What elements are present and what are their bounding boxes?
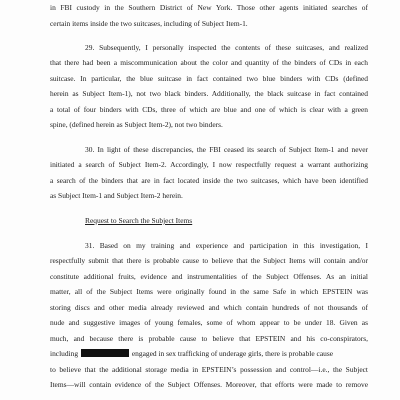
text-line-6: herein as Subject Item-1), not two black binders. Additionally, the black suitcase in fact contained: [50, 89, 368, 98]
section-heading: Request to Search the Subject Items: [85, 216, 193, 225]
text-line-15: respectfully submit that there is probable cause to believe that the Subject Items will contain and/or: [50, 256, 368, 265]
text-line-1: in FBI custody in the Southern District of New York. Those other agents initiated searches of: [50, 3, 368, 12]
text-line-2: certain items inside the two suitcases, including of Subject Item-1.: [50, 19, 248, 28]
text-line-5: suitcase. In particular, the blue suitcase in fact contained two blue binders with CDs (defined: [50, 74, 368, 83]
text-line-10: initiated a search of Subject Item-2. Accordingly, I now respectfully request a warrant authorizing: [50, 160, 368, 169]
text-line-19: nude and suggestive images of young females, some of whom appear to be under 18. Given as: [50, 318, 368, 327]
text-line-11: a search of the binders that are in fact located inside the two suitcases, which have been identified: [50, 176, 368, 185]
text-line-12: as Subject Item-1 and Subject Item-2 herein.: [50, 191, 183, 200]
paragraph-31-start: 31. Based on my training and experience and participation in this investigation, I: [85, 241, 368, 250]
redaction-block: [81, 349, 129, 357]
text-line-23: Items—will contain evidence of the Subject Offenses. Moreover, that efforts were made to remove: [50, 380, 368, 389]
paragraph-30-start: 30. In light of these discrepancies, the FBI ceased its search of Subject Item-1 and never: [85, 145, 368, 154]
line-remainder: engaged in sex trafficking of underage girls, there is probable cause: [131, 349, 334, 358]
text-line-16: constitute additional fruits, evidence and instrumentalities of the Subject Offenses. As an initial: [50, 272, 368, 281]
text-line-22: to believe that the additional storage media in EPSTEIN’s possession and control—i.e., the Subject: [50, 365, 368, 374]
line-prefix: including: [50, 349, 79, 358]
text-line-4: that there had been a miscommunication about the color and quantity of the binders of CDs in each: [50, 58, 368, 67]
paragraph-29-start: 29. Subsequently, I personally inspected the contents of these suitcases, and realized: [85, 43, 368, 52]
text-line-20: much, and because there is probable cause to believe that EPSTEIN and his co-conspirators,: [50, 334, 368, 343]
text-line-18: storing discs and other media already reviewed and which contain hundreds of not thousands of: [50, 303, 368, 312]
text-line-7: a total of four binders with CDs, three of which are blue and one of which is clear with a green: [50, 105, 368, 114]
text-line-8: spine, (defined herein as Subject Item-2), not two binders.: [50, 120, 223, 129]
text-line-17: matter, all of the Subject Items were originally found in the same Safe in which EPSTEIN was: [50, 287, 368, 296]
text-line-21: [50, 349, 333, 358]
